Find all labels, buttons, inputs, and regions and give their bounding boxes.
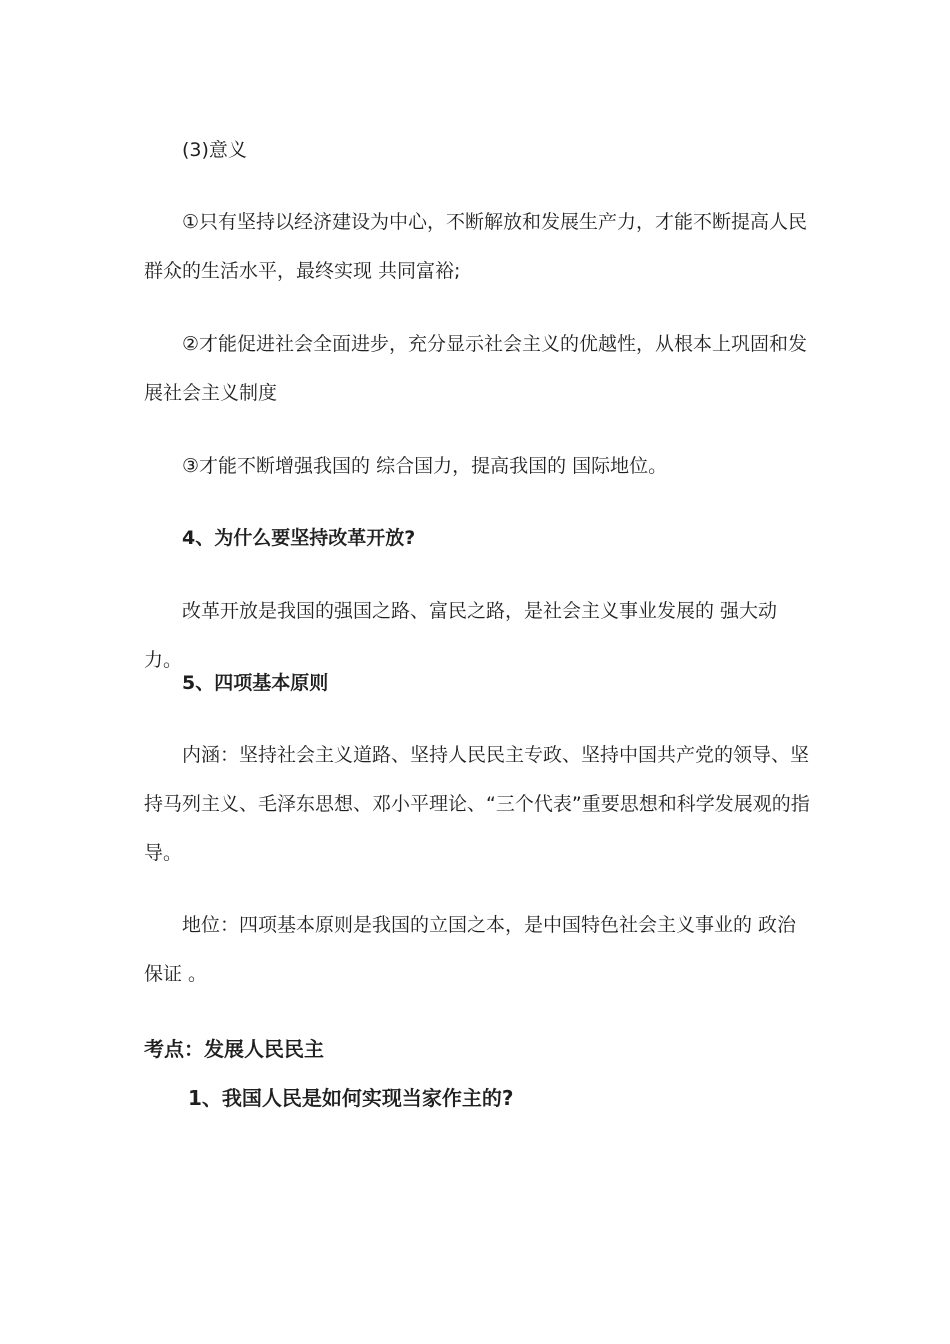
paragraph-point-1: ①只有坚持以经济建设为中心，不断解放和发展生产力，才能不断提高人民群众的生活水平，最终实现 共同富裕; xyxy=(144,211,808,282)
paragraph-reform-opening: 改革开放是我国的强国之路、富民之路，是社会主义事业发展的 强大动力。 xyxy=(144,600,778,671)
paragraph-connotation: 内涵：坚持社会主义道路、坚持人民民主专政、坚持中国共产党的领导、坚持马列主义、毛泽东思想、邓小平理论、“三个代表”重要思想和科学发展观的指导。 xyxy=(144,744,810,864)
section-heading: 考点：发展人民民主 xyxy=(144,1037,324,1061)
paragraph-status: 地位：四项基本原则是我国的立国之本，是中国特色社会主义事业的 政治保证 。 xyxy=(144,914,797,985)
paragraph-point-3: ③才能不断增强我国的 综合国力，提高我国的 国际地位。 xyxy=(182,455,668,477)
paragraph-significance-title: (3)意义 xyxy=(182,139,247,161)
paragraph-point-2: ②才能促进社会全面进步，充分显示社会主义的优越性，从根本上巩固和发展社会主义制度 xyxy=(144,333,808,404)
heading-four-principles: 5、四项基本原则 xyxy=(182,672,329,694)
sub-heading: 1、我国人民是如何实现当家作主的? xyxy=(188,1086,514,1110)
question-reform-opening: 4、为什么要坚持改革开放? xyxy=(182,527,416,549)
